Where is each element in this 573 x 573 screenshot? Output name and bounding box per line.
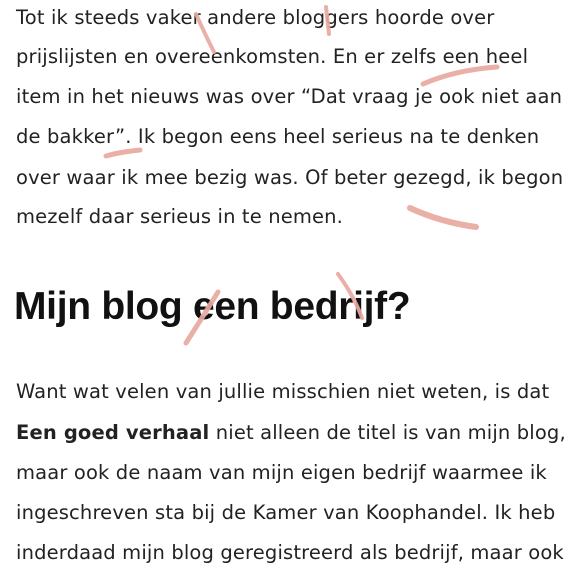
paragraph-line: maar ook de naam van mijn eigen bedrijf waarmee ik — [16, 461, 547, 484]
paragraph-line: Tot ik steeds vaker andere bloggers hoorde over — [16, 6, 495, 29]
blog-title-emphasis: Een goed verhaal — [16, 421, 210, 444]
paragraph-line: item in het nieuws was over “Dat vraag je ook niet aan — [16, 85, 563, 108]
paragraph-line: inderdaad mijn blog geregistreerd als bedrijf, maar ook — [16, 541, 564, 564]
paragraph-line: ingeschreven sta bij de Kamer van Koophandel. Ik heb — [16, 501, 556, 524]
paragraph-line: Want wat velen van jullie misschien niet weten, is dat — [16, 380, 550, 403]
paragraph-line: de bakker”. Ik begon eens heel serieus na te denken — [16, 125, 540, 148]
section-heading: Mijn blog een bedrijf? — [14, 285, 411, 328]
paragraph-line — [16, 423, 566, 443]
paragraph-line: prijslijsten en overeenkomsten. En er zelfs een heel — [16, 45, 529, 68]
paragraph-line: over waar ik mee bezig was. Of beter gezegd, ik begon — [16, 166, 564, 189]
paragraph-line: mezelf daar serieus in te nemen. — [16, 205, 344, 228]
paragraph-text: niet alleen de titel is van mijn blog, — [209, 421, 566, 444]
